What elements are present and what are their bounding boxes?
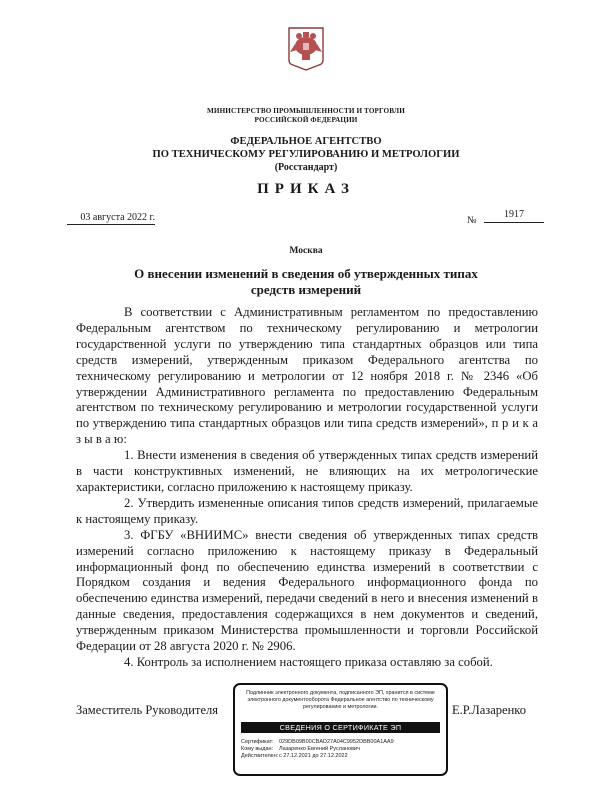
cert-label: Сертификат: xyxy=(241,739,274,745)
e-signature-stamp xyxy=(233,683,448,776)
coat-of-arms-icon xyxy=(287,26,325,72)
owner-value: Лазаренко Евгений Русланович xyxy=(279,746,360,753)
number-label: № xyxy=(467,215,477,226)
document-type: ПРИКАЗ xyxy=(257,181,355,197)
stamp-certificate-header: СВЕДЕНИЯ О СЕРТИФИКАТЕ ЭП xyxy=(241,722,440,733)
valid-label: Действителен: xyxy=(241,753,279,760)
agency-line-2: ПО ТЕХНИЧЕСКОМУ РЕГУЛИРОВАНИЮ И МЕТРОЛОГИИ xyxy=(152,149,460,160)
signatory-position: Заместитель Руководителя xyxy=(76,703,218,717)
owner-label: Кому выдан: xyxy=(241,746,274,753)
city: Москва xyxy=(289,246,323,256)
title-line-2: средств измерений xyxy=(250,282,362,297)
stamp-details xyxy=(241,739,440,761)
clause-4: 4. Контроль за исполнением настоящего приказа оставляю за собой. xyxy=(124,654,493,669)
order-body xyxy=(76,305,538,671)
preamble: В соответствии с Административным регламентом по предоставлению Федеральным агентством по техническому регулированию и метрологии государственной услуги по утверждению типа стандартных образцов или типа средств измерений, утвержденным приказом Федерального агентства по техническому регулированию и метрологии от 12 ноября 2018 г. № 2346 «Об утверждении Административного регламента по предоставлению Федеральным агентством по техническому регулированию и метрологии государственной услуги по утверждению типа стандартных образцов или типа средств измерений», п р и к а з ы в а ю: xyxy=(76,305,538,447)
agency-line-1: ФЕДЕРАЛЬНОЕ АГЕНТСТВО xyxy=(230,136,382,147)
order-date: 03 августа 2022 г. xyxy=(67,212,155,225)
order-number: 1917 xyxy=(484,209,544,223)
ministry-line-1: МИНИСТЕРСТВО ПРОМЫШЛЕННОСТИ И ТОРГОВЛИ xyxy=(207,107,405,115)
stamp-note: Подлинник электронного документа, подписанного ЭП, хранится в системе электронного документооборота Федеральное агентство по техническому регулированию и метрологии. xyxy=(246,690,435,710)
ministry-line-2: РОССИЙСКОЙ ФЕДЕРАЦИИ xyxy=(254,116,358,124)
clause-3: 3. ФГБУ «ВНИИМС» внести сведения об утвержденных типах средств измерений согласно приложению к настоящему приказу в Федеральный информационный фонд по обеспечению единства измерений в соответствии с Порядком создания и ведения Федерального информационного фонда по обеспечению единства измерений, передачи сведений в него и внесения изменений в данные сведения, предоставления содержащихся в нем документов и сведений, утвержденным приказом Министерства промышленности и торговли Российской Федерации от 28 августа 2020 г. № 2906. xyxy=(76,527,538,654)
clause-1: 1. Внести изменения в сведения об утвержденных типах средств измерений в части конструктивных изменений, не влияющих на их метрологические характеристики, согласно приложению к настоящему приказу. xyxy=(76,448,538,494)
clause-2: 2. Утвердить измененные описания типов средств измерений, прилагаемые к настоящему приказу. xyxy=(76,495,538,526)
agency-short-name: (Росстандарт) xyxy=(274,162,338,173)
order-title xyxy=(0,266,612,298)
cert-value: 029DB09B00CBAD27A04C9952DBB00A1AA9 xyxy=(279,739,394,745)
valid-value: с 27.12.2021 до 27.12.2022 xyxy=(279,753,348,760)
title-line-1: О внесении изменений в сведения об утвержденных типах xyxy=(134,266,478,281)
signatory-name: Е.Р.Лазаренко xyxy=(452,703,526,717)
